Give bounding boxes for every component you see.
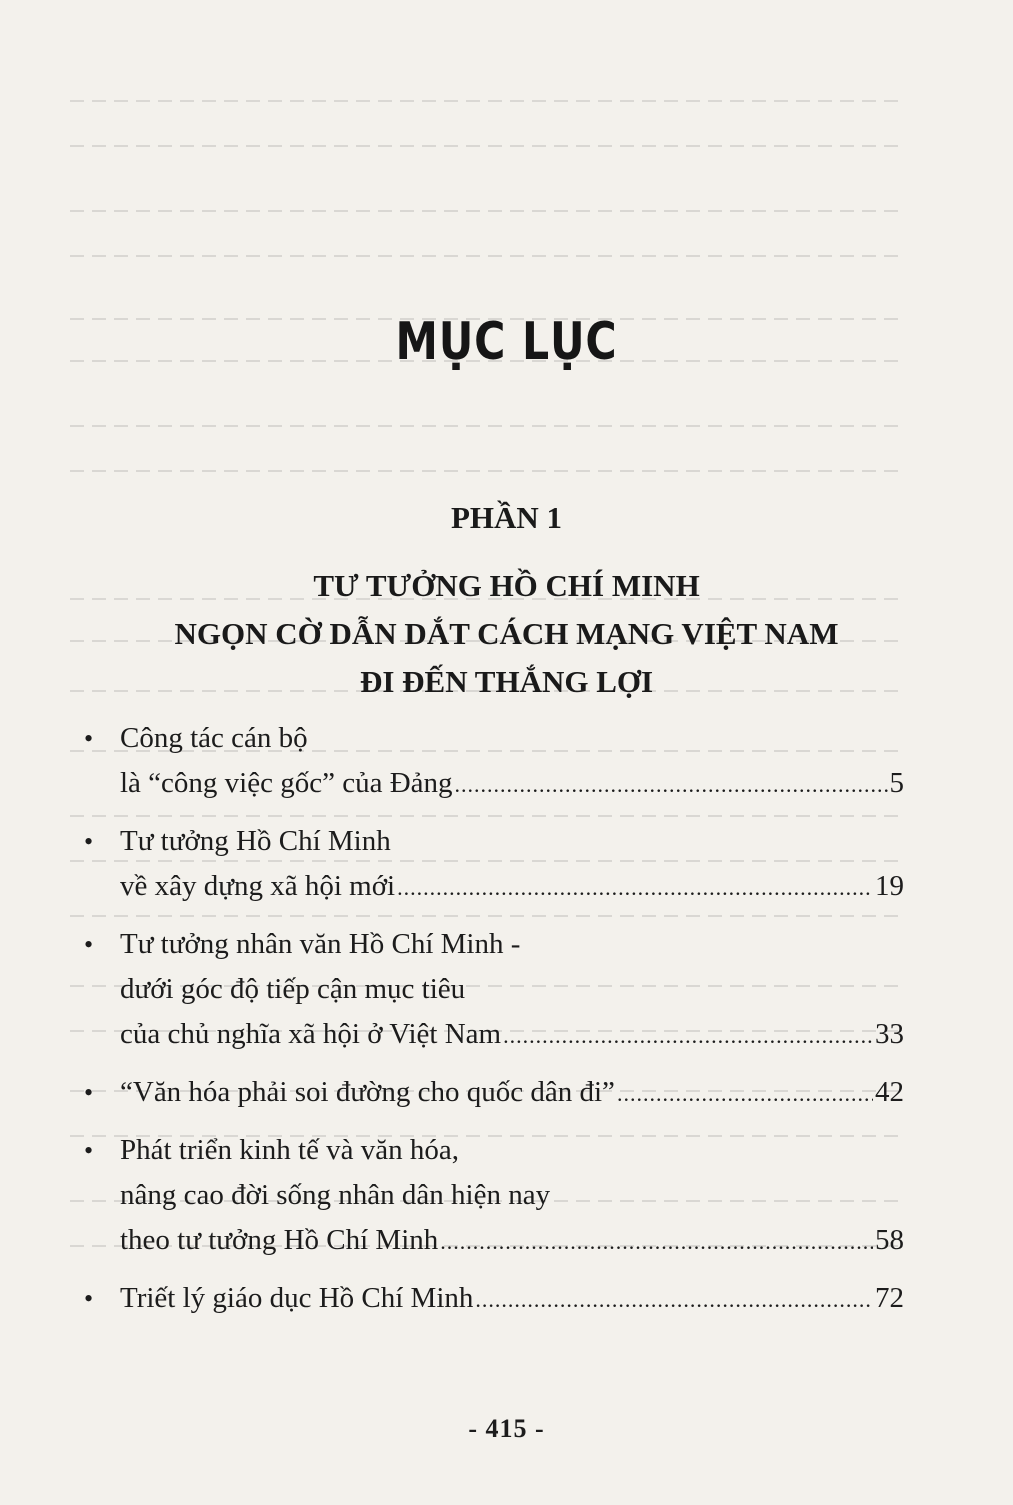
toc-entry-line: là “công việc gốc” của Đảng — [120, 767, 453, 799]
toc-page-number: 72 — [875, 1282, 904, 1314]
toc-entry[interactable] — [84, 1276, 904, 1322]
part-title-line: TƯ TƯỞNG HỒ CHÍ MINH — [313, 568, 700, 603]
bullet-icon: • — [84, 930, 94, 959]
toc-entry[interactable] — [84, 1070, 904, 1116]
bullet-icon: • — [84, 1136, 94, 1165]
toc-entry[interactable] — [84, 716, 904, 807]
dot-leader — [503, 1013, 873, 1058]
part-title — [0, 562, 1013, 706]
page-number: - 415 - — [468, 1414, 545, 1443]
bullet-icon: • — [84, 1284, 94, 1313]
toc-entry-line: dưới góc độ tiếp cận mục tiêu — [120, 973, 466, 1005]
toc-entry-line: Triết lý giáo dục Hồ Chí Minh — [120, 1282, 474, 1314]
toc-entry-line: Tư tưởng Hồ Chí Minh — [120, 825, 391, 857]
dot-leader — [397, 865, 873, 910]
toc-entry-line: Công tác cán bộ — [120, 722, 308, 754]
toc-page-number: 58 — [875, 1224, 904, 1256]
dot-leader — [440, 1219, 873, 1264]
toc-entry[interactable] — [84, 1128, 904, 1264]
toc-entry-line: theo tư tưởng Hồ Chí Minh — [120, 1224, 439, 1256]
toc-entry-line: Tư tưởng nhân văn Hồ Chí Minh - — [120, 928, 521, 960]
toc-entry-line: Phát triển kinh tế và văn hóa, — [120, 1134, 460, 1166]
part-title-line: NGỌN CỜ DẪN DẮT CÁCH MẠNG VIỆT NAM — [174, 616, 839, 651]
toc-entry-line: về xây dựng xã hội mới — [120, 870, 396, 902]
part-label: PHẦN 1 — [450, 500, 563, 535]
toc-entry-line: nâng cao đời sống nhân dân hiện nay — [120, 1179, 551, 1211]
toc-page-number: 42 — [875, 1076, 904, 1108]
toc-page-number: 33 — [875, 1018, 904, 1050]
toc-page-number: 19 — [875, 870, 904, 902]
bullet-icon: • — [84, 724, 94, 753]
dot-leader — [475, 1277, 873, 1322]
toc-entry-line: “Văn hóa phải soi đường cho quốc dân đi” — [120, 1076, 615, 1108]
toc-entry-line: của chủ nghĩa xã hội ở Việt Nam — [120, 1018, 502, 1050]
page-title: MỤC LỤC — [395, 312, 618, 372]
part-title-line: ĐI ĐẾN THẮNG LỢI — [359, 664, 654, 699]
toc-page-number: 5 — [889, 767, 904, 799]
dot-leader — [455, 762, 888, 807]
table-of-contents — [84, 716, 904, 1334]
toc-entry[interactable] — [84, 922, 904, 1058]
bullet-icon: • — [84, 827, 94, 856]
dot-leader — [617, 1071, 873, 1116]
toc-entry[interactable] — [84, 819, 904, 910]
bullet-icon: • — [84, 1078, 94, 1107]
